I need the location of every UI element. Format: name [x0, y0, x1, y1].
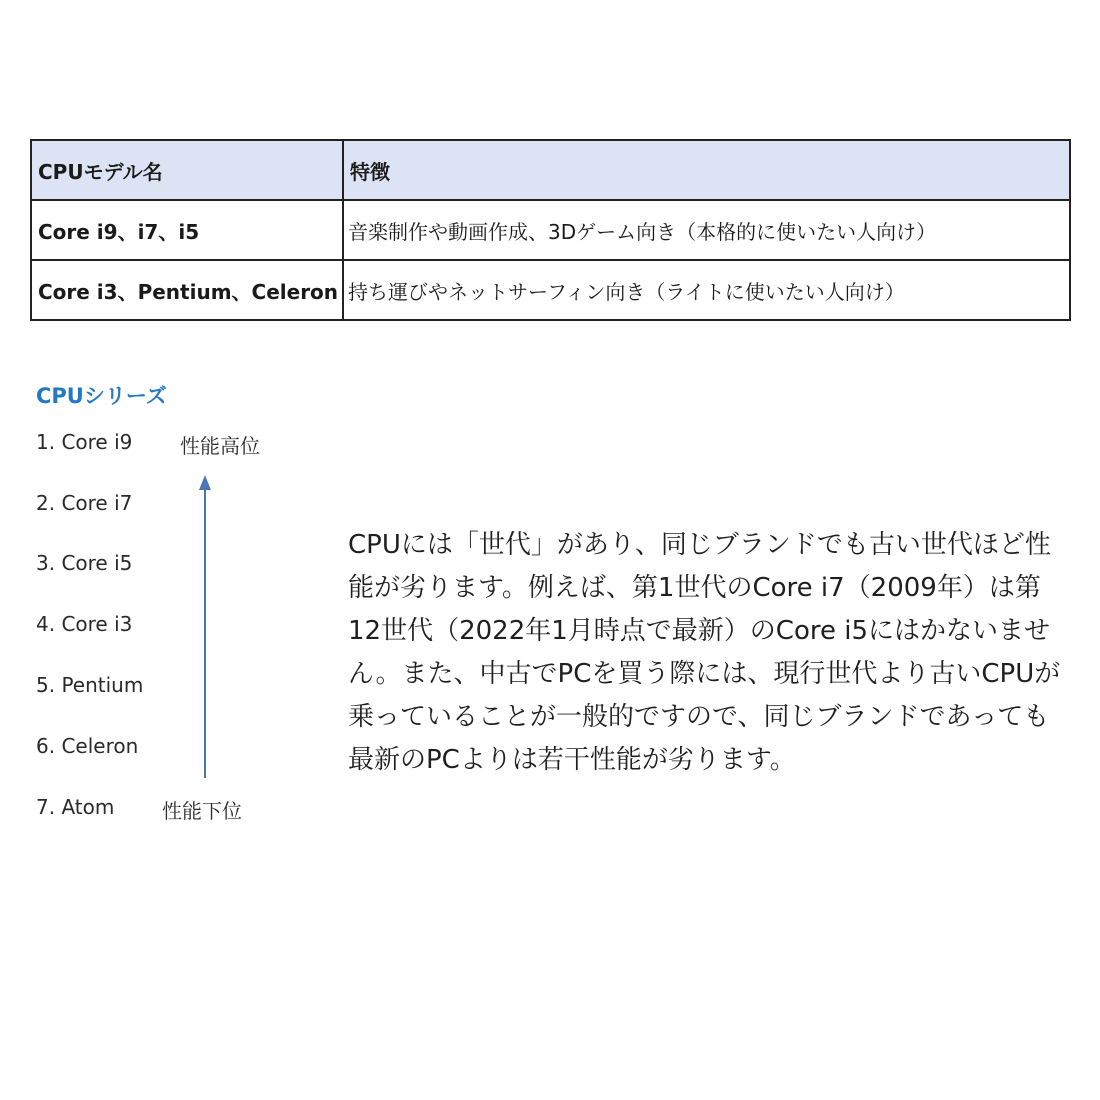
feature-cell: 持ち運びやネットサーフィン向き（ライトに使いたい人向け）	[343, 260, 1070, 320]
list-item: 2. Core i7	[36, 491, 133, 515]
list-item: 7. Atom	[36, 795, 115, 819]
list-item: 4. Core i3	[36, 612, 133, 636]
table-row	[31, 200, 1070, 260]
performance-high-label: 性能高位	[180, 434, 260, 458]
header-model-name: CPUモデル名	[31, 140, 343, 200]
performance-arrow-icon	[190, 470, 220, 780]
model-cell: Core i9、i7、i5	[31, 200, 343, 260]
list-item: 1. Core i9	[36, 430, 133, 454]
model-cell: Core i3、Pentium、Celeron	[31, 260, 343, 320]
generation-explanation: CPUには「世代」があり、同じブランドでも古い世代ほど性能が劣ります。例えば、第1世代のCore i7（2009年）は第12世代（2022年1月時点で最新）のCore i5にはかないません。また、中古でPCを買う際には、現行世代より古いCPUが乗っていることが一般的ですので、同じブランドであっても最新のPCよりは若干性能が劣ります。	[348, 530, 1061, 775]
table-row	[31, 260, 1070, 320]
performance-low-label: 性能下位	[162, 799, 242, 823]
series-heading: CPUシリーズ	[36, 384, 167, 408]
cpu-model-table	[30, 139, 1071, 321]
list-item: 6. Celeron	[36, 734, 139, 758]
feature-cell: 音楽制作や動画作成、3Dゲーム向き（本格的に使いたい人向け）	[343, 200, 1070, 260]
header-features: 特徴	[343, 140, 1070, 200]
list-item: 5. Pentium	[36, 673, 144, 697]
table-header-row	[31, 140, 1070, 200]
list-item: 3. Core i5	[36, 551, 133, 575]
